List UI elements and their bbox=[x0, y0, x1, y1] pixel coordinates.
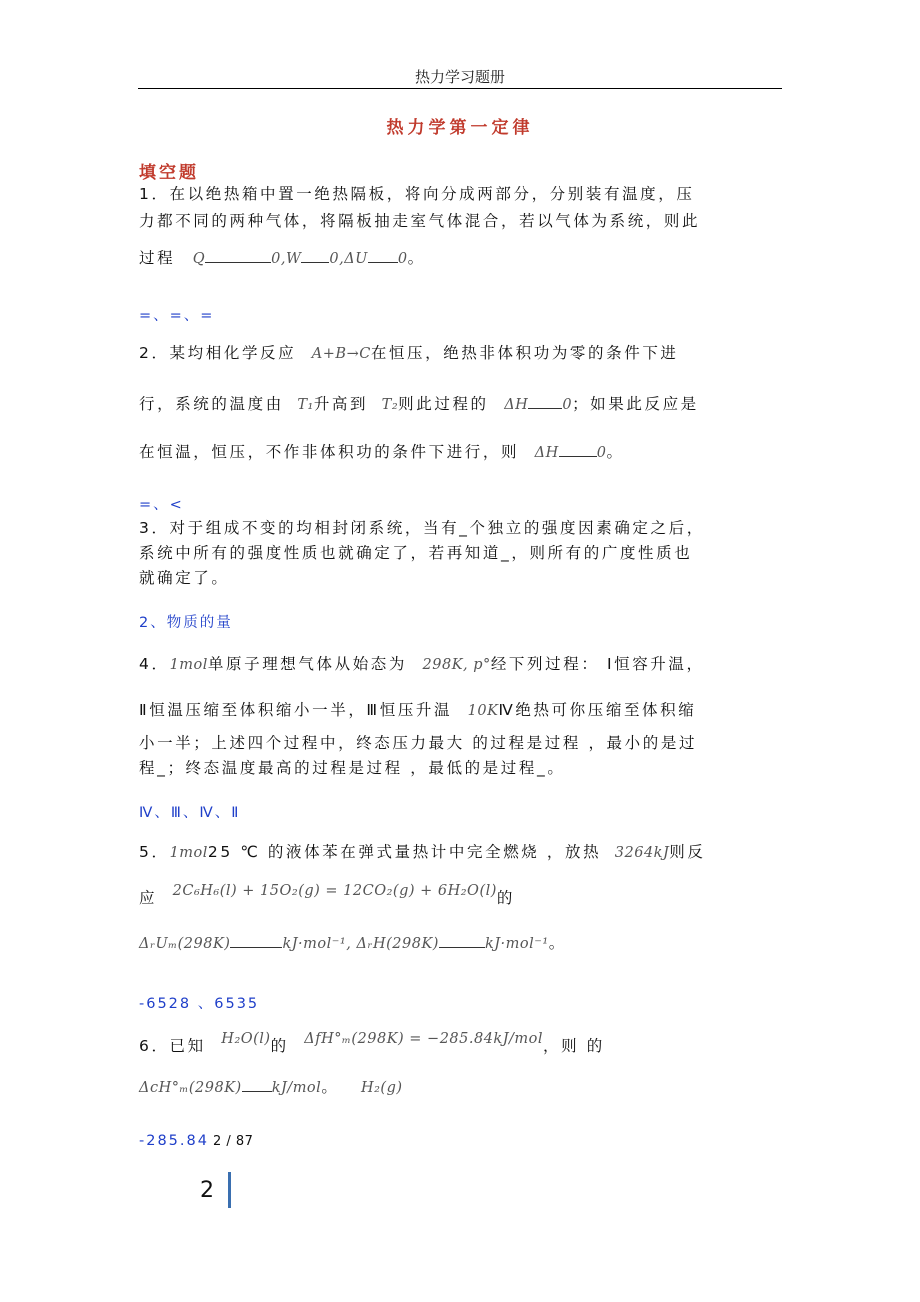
q6-end: 。 bbox=[321, 1078, 340, 1096]
q5-l2-post: 的 bbox=[496, 889, 516, 907]
q6-dfh: ΔfH°ₘ(298K) = −285.84kJ/mol bbox=[304, 1031, 544, 1047]
q5-mol: 1mol bbox=[169, 845, 208, 861]
q1-blank-3 bbox=[368, 250, 398, 263]
q5-prefix: 5． bbox=[139, 843, 170, 861]
q3-line-2: 系统中所有的强度性质也就确定了，若再知道_，则所有的广度性质也 bbox=[139, 544, 693, 562]
q6-h2: H₂(g) bbox=[360, 1080, 403, 1096]
q6-answer: -285.84 bbox=[139, 1133, 209, 1149]
q4-line-4: 程_；终态温度最高的过程是过程 ，最低的是过程_。 bbox=[139, 759, 566, 777]
q4-state: 298K, p° bbox=[422, 657, 491, 673]
q2-zero-2: 0 bbox=[596, 445, 607, 461]
q1-math-q: Q bbox=[192, 251, 206, 267]
q1-line-3 bbox=[139, 246, 426, 268]
q2-l2-mid2: 则此过程的 bbox=[398, 395, 489, 413]
q2-l2-mid: 升高到 bbox=[313, 395, 369, 413]
section-title: 填空题 bbox=[139, 163, 199, 183]
q2-prefix: 2．某均相化学反应 bbox=[139, 344, 297, 362]
q2-l3-pre: 在恒温，恒压，不作非体积功的条件下进行，则 bbox=[139, 443, 520, 461]
q2-blank-1 bbox=[528, 396, 562, 409]
q2-line-1 bbox=[139, 341, 679, 363]
q5-line-2 bbox=[139, 883, 516, 908]
q2-line-2 bbox=[139, 392, 699, 414]
q1-math-du: 0,ΔU bbox=[329, 251, 368, 267]
q4-mol: 1mol bbox=[169, 657, 208, 673]
q6-l1-post: ，则 的 bbox=[543, 1037, 605, 1055]
q1-answer: =、=、= bbox=[139, 308, 215, 324]
q6-h2o: H₂O(l) bbox=[221, 1031, 271, 1047]
q5-blank-2 bbox=[439, 935, 485, 948]
q2-l2-post: ；如果此反应是 bbox=[572, 395, 699, 413]
q2-t2: T₂ bbox=[381, 397, 399, 413]
q5-l1-mid: 25 ℃ 的液体苯在弹式量热计中完全燃烧 ，放热 bbox=[207, 843, 602, 861]
q6-blank bbox=[242, 1079, 272, 1092]
q5-line-1 bbox=[139, 840, 705, 862]
q5-answer: -6528 、6535 bbox=[139, 996, 260, 1012]
q3-line-1: 3．对于组成不变的均相封闭系统，当有_个独立的强度因素确定之后， bbox=[139, 519, 705, 537]
q1-line-2: 力都不同的两种气体，将隔板抽走室气体混合，若以气体为系统，则此 bbox=[139, 212, 701, 230]
q2-dh: ΔH bbox=[504, 397, 529, 413]
q6-unit: kJ/mol bbox=[271, 1080, 322, 1096]
q2-answer: =、< bbox=[139, 497, 184, 513]
q5-l1-post: 则反 bbox=[669, 843, 706, 861]
q2-t1: T₁ bbox=[297, 397, 314, 413]
q2-line-1-post: 在恒压，绝热非体积功为零的条件下进 bbox=[370, 344, 679, 362]
q6-line-2 bbox=[139, 1075, 403, 1097]
q5-du: ΔᵣUₘ(298K) bbox=[139, 936, 231, 952]
q6-de: 的 bbox=[270, 1037, 289, 1055]
q6-line-1 bbox=[139, 1031, 605, 1056]
q6-dch: ΔcH°ₘ(298K) bbox=[139, 1080, 242, 1096]
q6-prefix: 6．已知 bbox=[139, 1037, 206, 1055]
q1-prefix: 过程 bbox=[139, 249, 176, 267]
q2-reaction: A+B→C bbox=[311, 346, 371, 362]
q3-line-3: 就确定了。 bbox=[139, 569, 230, 587]
q1-blank-2 bbox=[301, 250, 329, 263]
chapter-title: 热力学第一定律 bbox=[386, 118, 534, 138]
q5-unit-1: kJ·mol⁻¹, ΔᵣH(298K) bbox=[282, 936, 439, 952]
q1-end: 。 bbox=[407, 249, 426, 267]
header-rule bbox=[138, 88, 782, 89]
page-number-bar bbox=[228, 1172, 231, 1208]
q1-math-w: 0,W bbox=[271, 251, 302, 267]
q4-prefix: 4． bbox=[139, 655, 170, 673]
q6-answer-line bbox=[139, 1133, 253, 1149]
q5-blank-1 bbox=[230, 935, 282, 948]
q1-line-1: 1．在以绝热箱中置一绝热隔板，将向分成两部分，分别装有温度，压 bbox=[139, 185, 695, 203]
page-of-total: 2 / 87 bbox=[212, 1134, 254, 1149]
q1-math-0: 0 bbox=[397, 251, 408, 267]
q4-l2-post: Ⅳ绝热可你压缩至体积缩 bbox=[498, 701, 697, 719]
q5-l2-pre: 应 bbox=[139, 889, 158, 907]
page-number: 2 bbox=[200, 1178, 214, 1203]
q5-reaction: 2C₆H₆(l) + 15O₂(g) = 12CO₂(g) + 6H₂O(l) bbox=[172, 883, 497, 899]
q2-line-3 bbox=[139, 440, 625, 462]
q2-blank-2 bbox=[559, 444, 597, 457]
q5-heat: 3264kJ bbox=[614, 845, 670, 861]
q4-line-2 bbox=[139, 698, 696, 720]
q2-zero-1: 0 bbox=[562, 397, 573, 413]
q4-l1-post: 经下列过程： Ⅰ恒容升温， bbox=[490, 655, 705, 673]
q4-answer: Ⅳ、Ⅲ、Ⅳ、Ⅱ bbox=[139, 805, 241, 821]
running-header: 热力学习题册 bbox=[414, 68, 505, 86]
q2-l2-pre: 行，系统的温度由 bbox=[139, 395, 284, 413]
q5-end: 。 bbox=[548, 934, 567, 952]
q4-l1-mid: 单原子理想气体从始态为 bbox=[207, 655, 408, 673]
q2-end: 。 bbox=[606, 443, 625, 461]
q2-dh-2: ΔH bbox=[534, 445, 559, 461]
q4-line-1 bbox=[139, 652, 705, 674]
q3-answer: 2、物质的量 bbox=[139, 615, 233, 631]
q4-line-3: 小一半；上述四个过程中，终态压力最大 的过程是过程 ，最小的是过 bbox=[139, 734, 698, 752]
q4-l2-pre: Ⅱ恒温压缩至体积缩小一半，Ⅲ恒压升温 bbox=[139, 701, 453, 719]
q4-10k: 10K bbox=[467, 703, 499, 719]
q5-unit-2: kJ·mol⁻¹ bbox=[484, 936, 549, 952]
q5-line-3 bbox=[139, 931, 567, 953]
q1-blank-1 bbox=[205, 250, 271, 263]
